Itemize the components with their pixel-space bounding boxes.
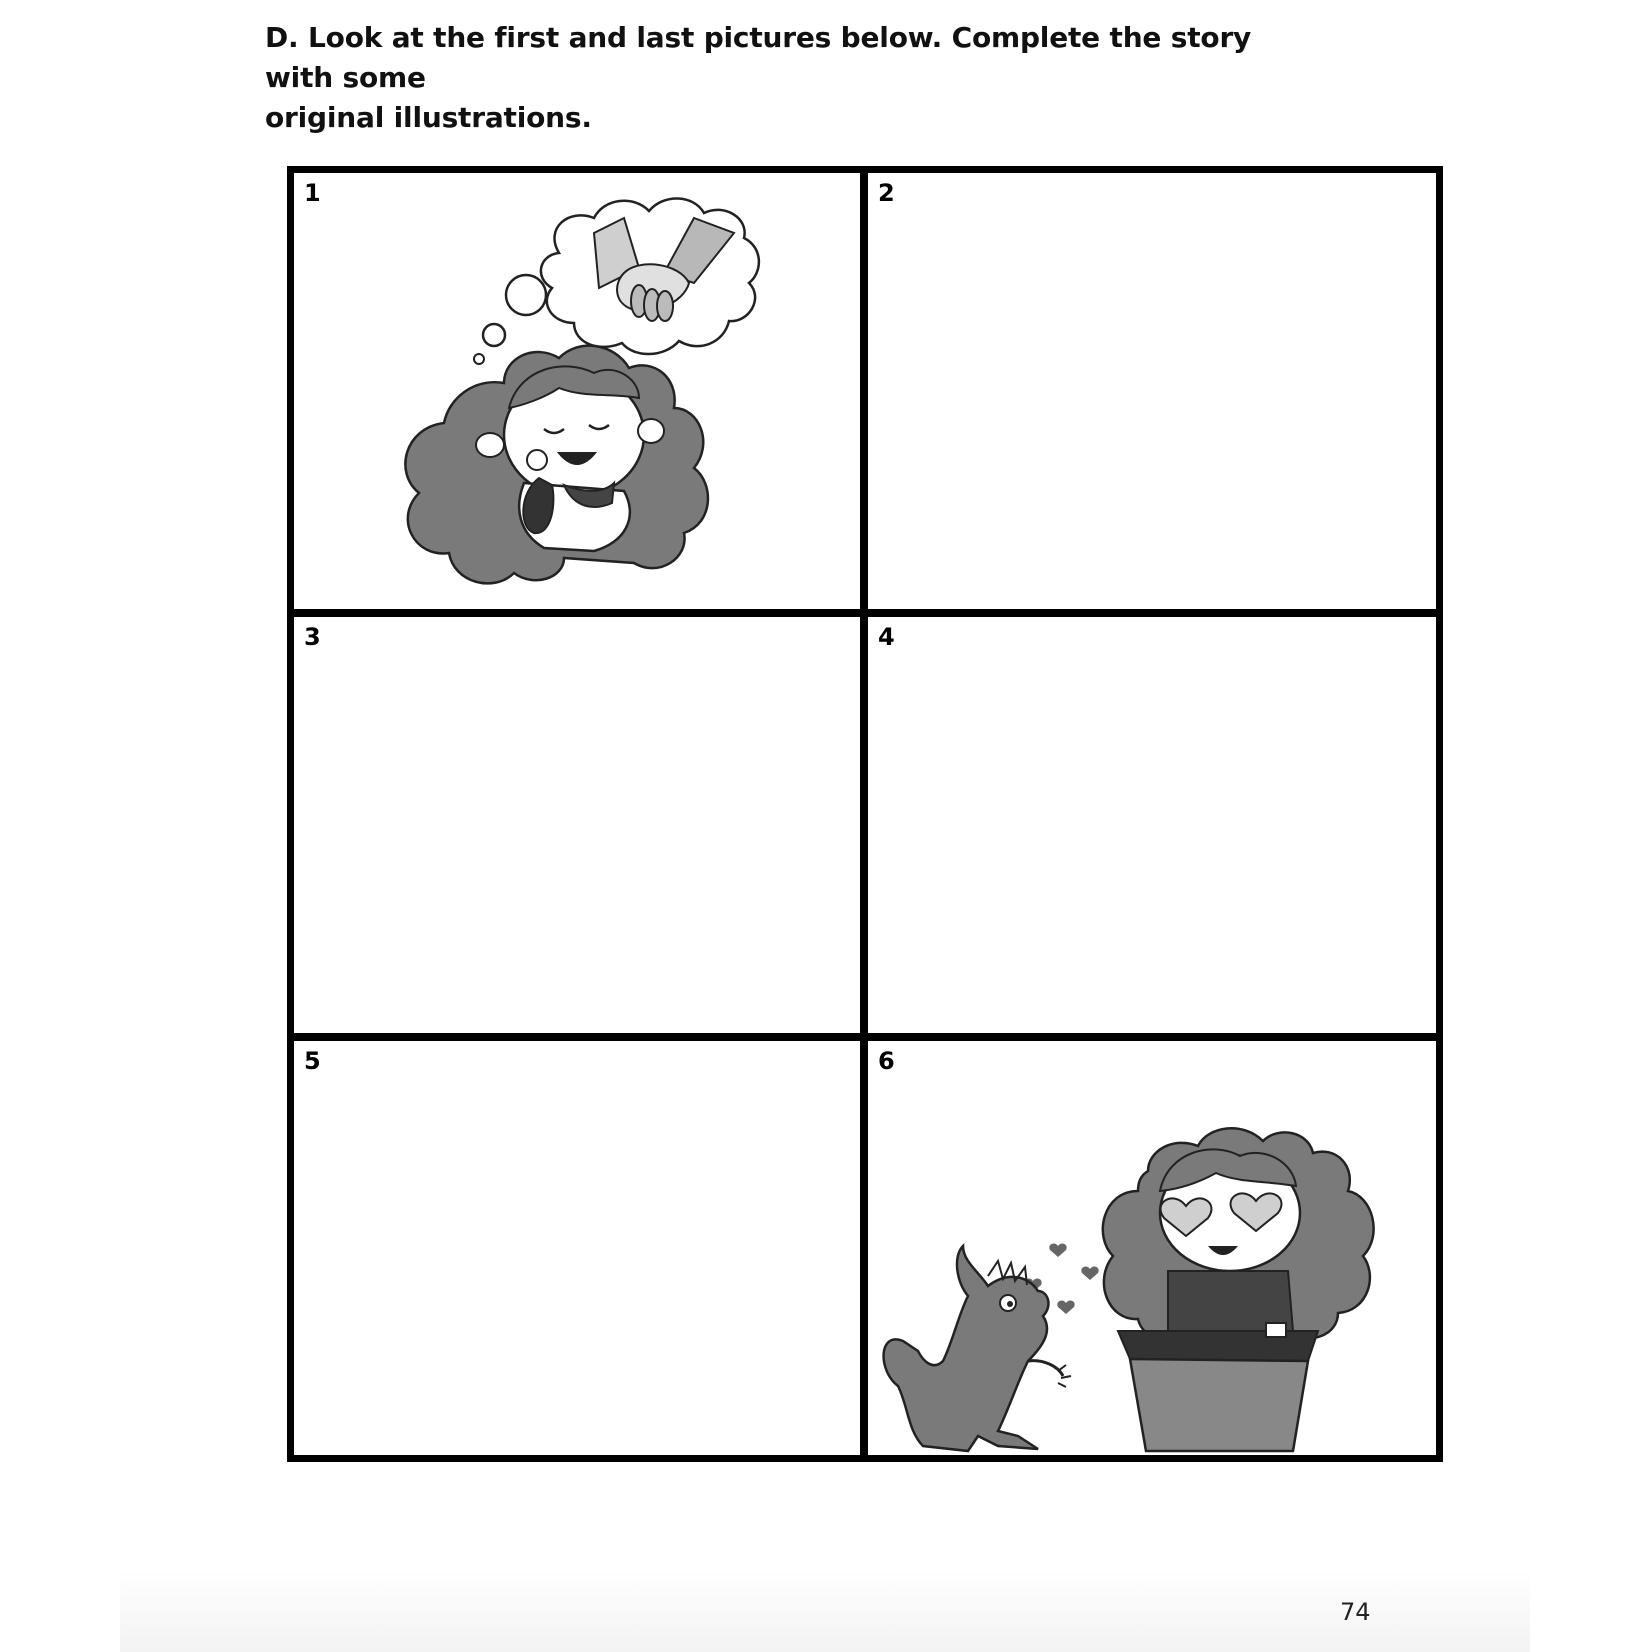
panel-number: 3: [304, 623, 321, 651]
page-number: 74: [1340, 1598, 1371, 1626]
girl-dreaming-of-holding-hands-icon: [294, 173, 860, 609]
instruction-line-1: D. Look at the first and last pictures below. Complete the story with some: [265, 21, 1252, 94]
grid-divider-horizontal: [294, 609, 1436, 617]
girl-in-love-and-creature-at-podium-icon: [868, 1041, 1436, 1455]
grid-divider-vertical: [860, 173, 868, 1455]
panel-number: 5: [304, 1047, 321, 1075]
grid-divider-horizontal: [294, 1033, 1436, 1041]
story-panel-2[interactable]: [868, 173, 1436, 609]
story-panel-3[interactable]: [294, 617, 860, 1033]
instruction-text: [265, 18, 1315, 138]
story-panel-grid: [287, 166, 1443, 1462]
panel-number: 2: [878, 179, 895, 207]
story-panel-6: [868, 1041, 1436, 1455]
story-panel-4[interactable]: [868, 617, 1436, 1033]
instruction-line-2: original illustrations.: [265, 101, 592, 134]
panel-number: 4: [878, 623, 895, 651]
panel-number: 1: [304, 179, 321, 207]
panel-number: 6: [878, 1047, 895, 1075]
page-bottom-shade: [120, 1570, 1530, 1652]
story-panel-1: [294, 173, 860, 609]
story-panel-5[interactable]: [294, 1041, 860, 1455]
